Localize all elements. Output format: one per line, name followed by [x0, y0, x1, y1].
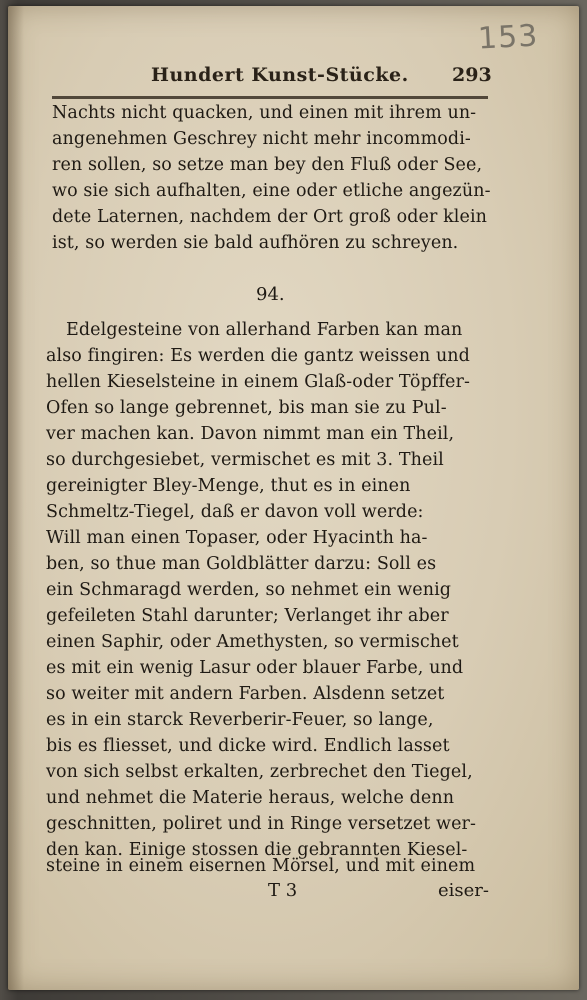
text-line: den kan. Einige stossen die gebrannten Kiesel-	[46, 840, 468, 860]
text-line: angenehmen Geschrey nicht mehr incommodi-	[52, 129, 471, 149]
text-line: so weiter mit andern Farben. Alsdenn setzet	[46, 684, 445, 704]
text-line: ben, so thue man Goldblätter darzu: Soll es	[46, 554, 437, 574]
text-line: ist, so werden sie bald aufhören zu schreyen.	[52, 233, 459, 253]
text-line: gereinigter Bley-Menge, thut es in einen	[46, 476, 411, 496]
text-line: und nehmet die Materie heraus, welche denn	[46, 788, 455, 808]
text-line: Schmeltz-Tiegel, daß er davon voll werde:	[46, 502, 424, 522]
text-line: von sich selbst erkalten, zerbrechet den Tiegel,	[46, 762, 473, 782]
text-line: ren sollen, so setze man bey den Fluß oder See,	[52, 155, 483, 175]
text-line: einen Saphir, oder Amethysten, so vermischet	[46, 632, 459, 652]
page-number: 293	[452, 64, 492, 86]
header-rule	[52, 96, 488, 99]
text-line: also fingiren: Es werden die gantz weissen und	[46, 346, 470, 366]
text-line: steine in einem eisernen Mörsel, und mit einem	[46, 856, 476, 876]
text-line: es in ein starck Reverberir-Feuer, so lange,	[46, 710, 434, 730]
catchword: eiser-	[438, 880, 489, 901]
text-line: ein Schmaragd werden, so nehmet ein wenig	[46, 580, 452, 600]
text-line: Ofen so lange gebrennet, bis man sie zu Pul-	[46, 398, 447, 418]
text-line: so durchgesiebet, vermischet es mit 3. Theil	[46, 450, 444, 470]
text-line: Nachts nicht quacken, und einen mit ihrem un-	[52, 103, 477, 123]
signature-mark: T 3	[268, 880, 298, 901]
text-line: ver machen kan. Davon nimmt man ein Theil,	[46, 424, 455, 444]
running-head: Hundert Kunst-Stücke.	[151, 64, 409, 86]
text-line: geschnitten, poliret und in Ringe versetzet wer-	[46, 814, 477, 834]
text-line: Edelgesteine von allerhand Farben kan man	[66, 320, 463, 340]
section-number: 94.	[256, 284, 285, 305]
text-line: Will man einen Topaser, oder Hyacinth ha-	[46, 528, 428, 548]
text-line: es mit ein wenig Lasur oder blauer Farbe, und	[46, 658, 464, 678]
text-line: bis es fliesset, und dicke wird. Endlich lasset	[46, 736, 450, 756]
text-line: wo sie sich aufhalten, eine oder etliche angezün-	[52, 181, 491, 201]
text-line: hellen Kieselsteine in einem Glaß-oder Töpffer-	[46, 372, 470, 392]
spine-shadow	[8, 6, 24, 990]
text-line: gefeileten Stahl darunter; Verlanget ihr aber	[46, 606, 449, 626]
text-line: dete Laternen, nachdem der Ort groß oder klein	[52, 207, 488, 227]
handwritten-folio-number: 153	[477, 18, 540, 57]
